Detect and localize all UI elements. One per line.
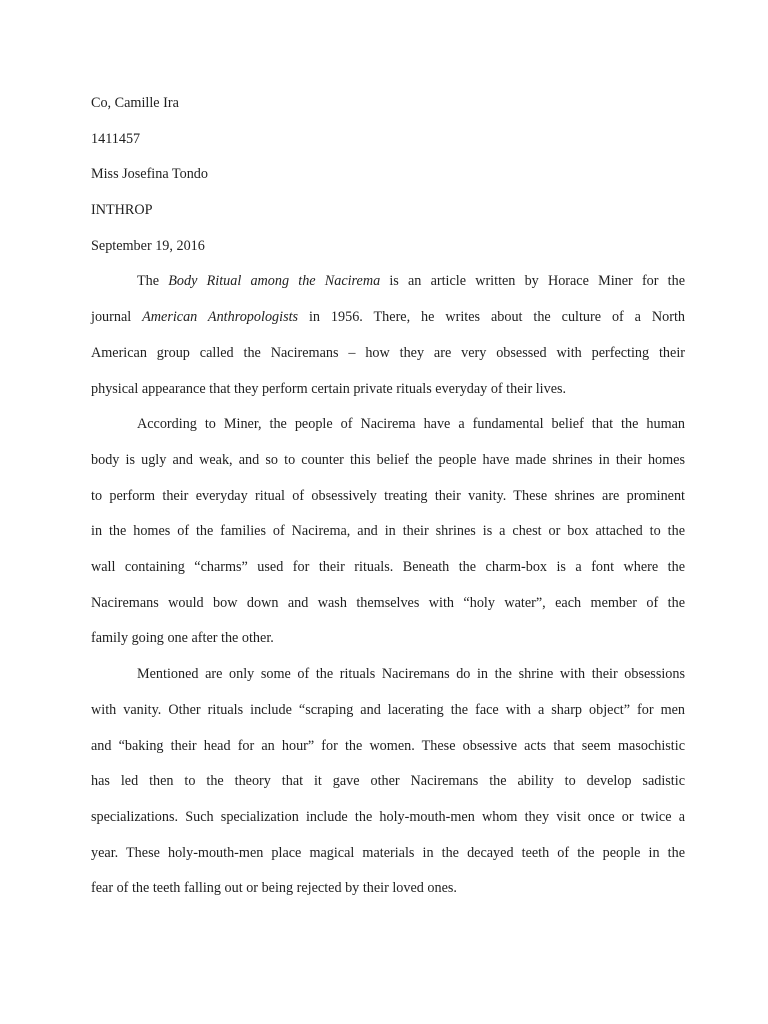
paragraph-2-line-3: to perform their everyday ritual of obsessively treating their vanity. These shrines are prominent xyxy=(91,487,685,504)
paragraph-1-line-4: physical appearance that they perform certain private rituals everyday of their lives. xyxy=(91,380,567,397)
paragraph-1-line-3: American group called the Naciremans – how they are very obsessed with perfecting their xyxy=(91,344,685,361)
paragraph-3-line-4: has led then to the theory that it gave other Naciremans the ability to develop sadistic xyxy=(91,773,685,790)
paragraph-3-line-3: and “baking their head for an hour” for the women. These obsessive acts that seem masochistic xyxy=(91,737,685,754)
paragraph-3 xyxy=(91,657,685,907)
author-name: Co, Camille Ira xyxy=(91,95,179,111)
course-code: INTHROP xyxy=(91,202,153,219)
paragraph-3-line-7: fear of the teeth falling out or being rejected by their loved ones. xyxy=(91,880,457,897)
essay-body xyxy=(91,86,685,907)
text-run: The xyxy=(137,273,169,290)
paragraph-1-line-1 xyxy=(91,264,685,300)
paragraph-2-line-2: body is ugly and weak, and so to counter this belief the people have made shrines in their homes xyxy=(91,451,685,468)
paragraph-2-line-7: family going one after the other. xyxy=(91,630,274,647)
paragraph-3-line-5: specializations. Such specialization include the holy-mouth-men whom they visit once or twice a xyxy=(91,808,685,825)
paragraph-1-line-2 xyxy=(91,300,685,336)
paragraph-2 xyxy=(91,407,685,657)
paragraph-3-line-1: Mentioned are only some of the rituals Naciremans do in the shrine with their obsessions xyxy=(137,666,685,683)
essay-date: September 19, 2016 xyxy=(91,237,205,254)
paragraph-2-line-1: According to Miner, the people of Nacirema have a fundamental belief that the human xyxy=(137,416,685,433)
journal-title: American Anthropologists xyxy=(142,309,299,326)
text-run: is an article written by Horace Miner for the xyxy=(380,273,685,290)
paragraph-3-line-2: with vanity. Other rituals include “scraping and lacerating the face with a sharp object” for men xyxy=(91,701,685,718)
student-id: 1411457 xyxy=(91,130,141,147)
paragraph-1 xyxy=(91,264,685,407)
text-run: journal xyxy=(91,309,143,326)
paragraph-3-line-6: year. These holy-mouth-men place magical materials in the decayed teeth of the people in the xyxy=(91,844,685,861)
article-title: Body Ritual among the Nacirema xyxy=(168,273,381,290)
paragraph-2-line-6: Naciremans would bow down and wash themselves with “holy water”, each member of the xyxy=(91,594,685,611)
paragraph-2-line-5: wall containing “charms” used for their rituals. Beneath the charm-box is a font where the xyxy=(91,559,685,576)
paragraph-2-line-4: in the homes of the families of Nacirema, and in their shrines is a chest or box attached to the xyxy=(91,523,685,540)
instructor-name: Miss Josefina Tondo xyxy=(91,166,208,183)
text-run: in 1956. There, he writes about the culture of a North xyxy=(298,309,685,326)
